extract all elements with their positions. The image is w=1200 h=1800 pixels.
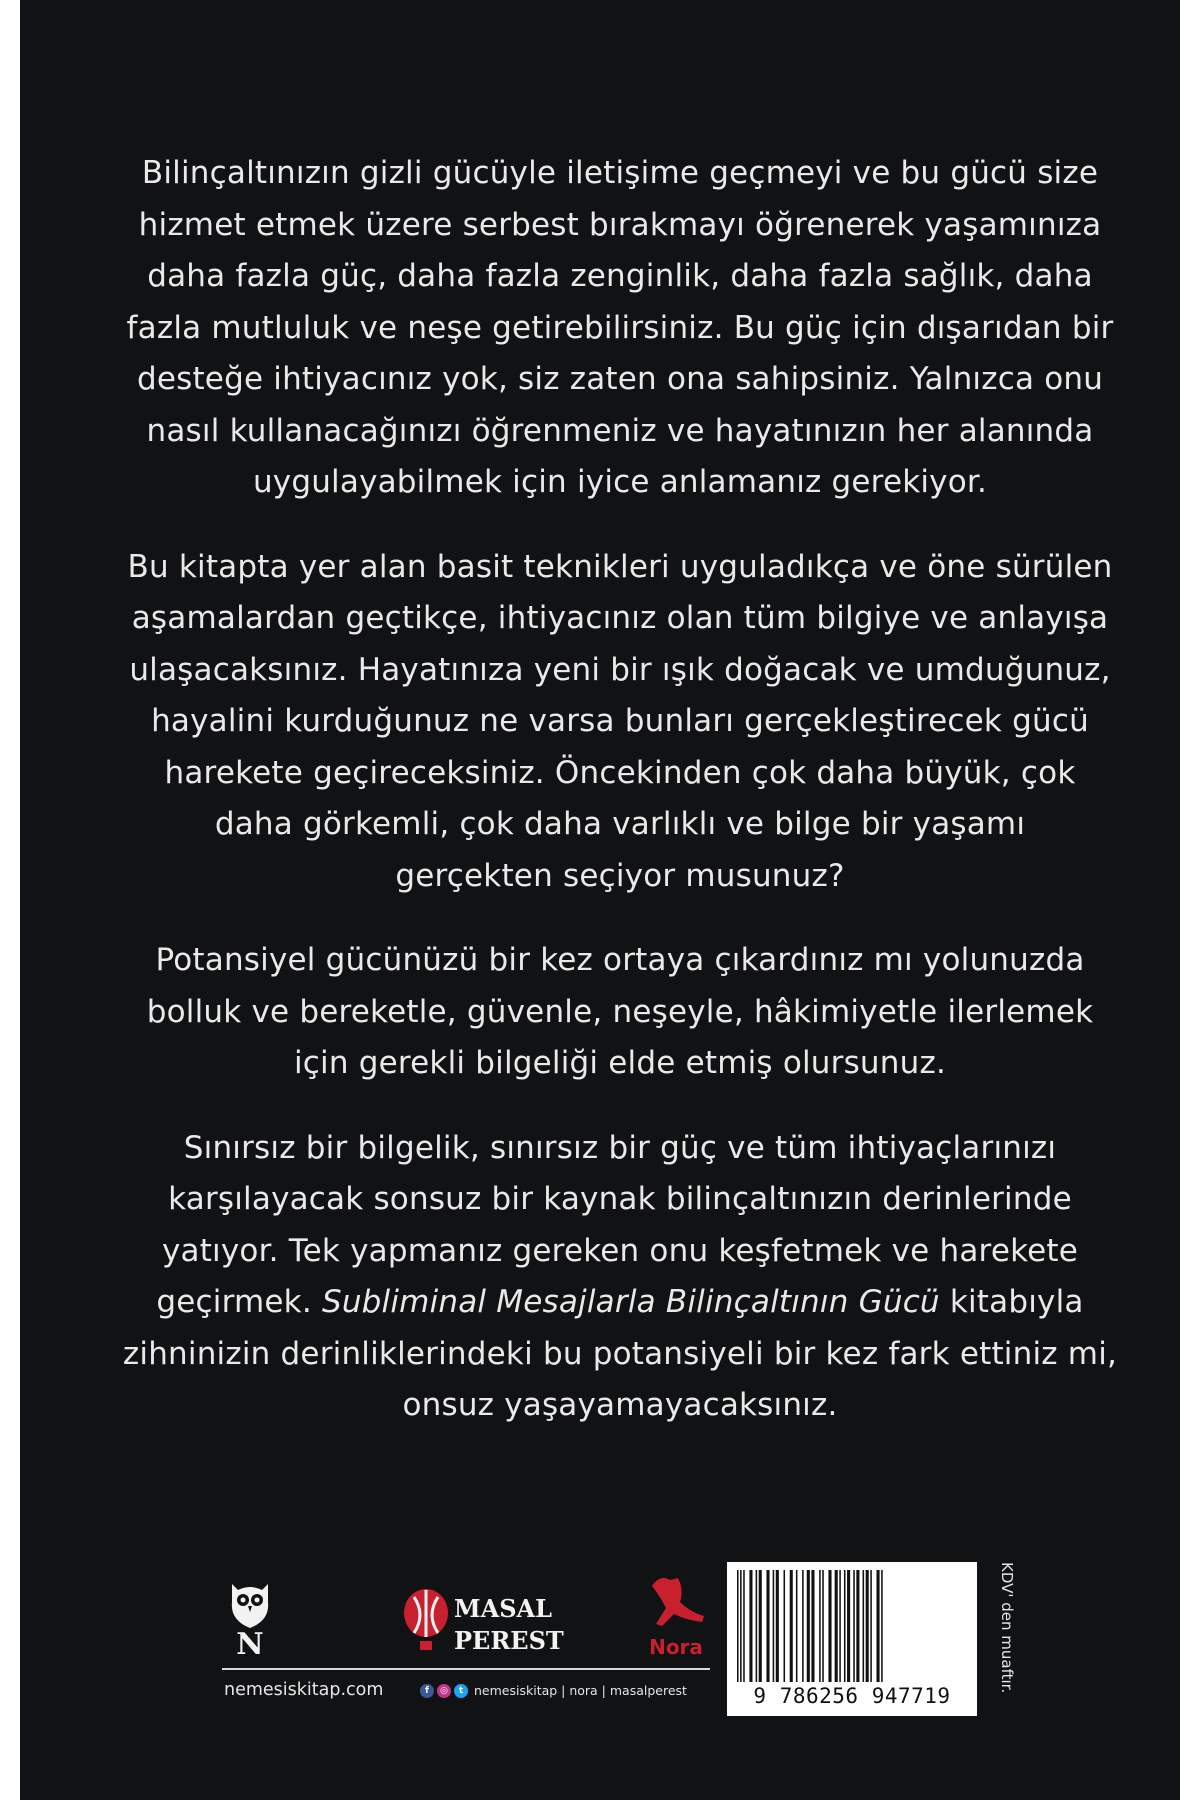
barcode-bar: [740, 1570, 742, 1682]
barcode-bar: [866, 1570, 869, 1682]
barcode-bar: [766, 1570, 769, 1682]
barcode-bar: [759, 1570, 762, 1682]
blurb-line: Bilinçaltınızın gizli gücüyle iletişime geçmeyi ve bu gücü size: [141, 155, 1099, 191]
blurb-line: uygulayabilmek için iyice anlamanız gerekiyor.: [252, 464, 988, 500]
blurb-line: için gerekli bilgeliği elde etmiş olursunuz.: [293, 1045, 947, 1081]
footer-divider: [222, 1668, 710, 1670]
barcode-bar: [856, 1570, 859, 1682]
blurb-line: nasıl kullanacağınızı öğrenmeniz ve hayatınızın her alanında: [146, 412, 1094, 449]
blurb-line: daha görkemli, çok daha varlıklı ve bilge bir yaşamı: [214, 806, 1026, 842]
nemesis-letter: N: [236, 1627, 264, 1662]
barcode-bar: [784, 1570, 786, 1682]
barcode-bar: [743, 1570, 745, 1682]
blurb-line: yatıyor. Tek yapmanız gereken onu keşfetmek ve harekete: [161, 1232, 1079, 1269]
barcode-bar: [776, 1570, 779, 1682]
book-title: Subliminal Mesajlarla Bilinçaltının Gücü: [321, 1284, 940, 1320]
blurb-paragraph-1: [80, 148, 1160, 509]
social-handles: nemesiskitap | nora | masalperest: [474, 1683, 687, 1698]
barcode-bar: [737, 1570, 739, 1682]
nora-text: Nora: [649, 1635, 703, 1659]
isbn-barcode: [727, 1562, 977, 1716]
blurb-line: bolluk ve bereketle, güvenle, neşeyle, hâkimiyetle ilerlemek: [146, 993, 1094, 1030]
twitter-icon: t: [454, 1684, 468, 1698]
barcode-bar: [819, 1570, 821, 1682]
blurb-text: [80, 148, 1160, 1465]
barcode-bar: [853, 1570, 855, 1682]
publisher-website: nemesiskitap.com: [224, 1680, 384, 1700]
barcode-bar: [749, 1570, 752, 1682]
barcode-bar: [822, 1570, 824, 1682]
masal-perest-logo: [400, 1585, 564, 1657]
book-back-cover: [20, 0, 1180, 1800]
barcode-bar: [835, 1570, 838, 1682]
blurb-line: aşamalardan geçtikçe, ihtiyacınız olan tüm bilgiye ve anlayışa: [131, 600, 1109, 636]
barcode-bar: [773, 1570, 775, 1682]
social-links: [420, 1683, 687, 1698]
blurb-line: gerçekten seçiyor musunuz?: [395, 857, 845, 894]
blurb-line: desteğe ihtiyacınız yok, siz zaten ona sahipsiniz. Yalnızca onu: [136, 361, 1104, 397]
blurb-line: karşılayacak sonsuz bir kaynak bilinçaltınızın derinlerinde: [168, 1181, 1072, 1217]
barcode-bars: [733, 1570, 971, 1682]
barcode-bar: [839, 1570, 841, 1682]
barcode-bar: [796, 1570, 798, 1682]
masal-line2: PEREST: [454, 1626, 564, 1655]
barcode-bar: [828, 1570, 831, 1682]
line-suffix: kitabıyla: [939, 1284, 1084, 1320]
blurb-paragraph-4: [80, 1123, 1160, 1432]
barcode-bar: [756, 1570, 758, 1682]
blurb-paragraph-3: [80, 935, 1160, 1090]
nora-dog-logo: [642, 1568, 710, 1660]
blurb-line: zihninizin derinliklerindeki bu potansiyeli bir kez fark ettiniz mi,: [122, 1335, 1118, 1372]
facebook-icon: f: [420, 1684, 434, 1698]
blurb-paragraph-2: [80, 542, 1160, 903]
barcode-bar: [844, 1570, 846, 1682]
blurb-line: onsuz yaşayamayacaksınız.: [402, 1387, 838, 1423]
barcode-bar: [807, 1570, 810, 1682]
blurb-line: [80, 1277, 1160, 1329]
barcode-bar: [802, 1570, 804, 1682]
line-prefix: geçirmek.: [156, 1284, 322, 1320]
barcode-bar: [881, 1570, 883, 1682]
barcode-bar: [863, 1570, 865, 1682]
blurb-line: hayalini kurduğunuz ne varsa bunları gerçekleştirecek gücü: [151, 703, 1089, 739]
blurb-line: hizmet etmek üzere serbest bırakmayı öğrenerek yaşamınıza: [138, 206, 1102, 243]
blurb-line: daha fazla güç, daha fazla zenginlik, daha fazla sağlık, daha: [147, 258, 1093, 294]
masal-line1: MASAL: [454, 1594, 553, 1623]
blurb-line: ulaşacaksınız. Hayatınıza yeni bir ışık doğacak ve umduğunuz,: [129, 651, 1111, 688]
nemesis-owl-logo: [224, 1576, 276, 1662]
blurb-line: Potansiyel gücünüzü bir kez ortaya çıkardınız mı yolunuzda: [155, 942, 1085, 978]
blurb-line: Bu kitapta yer alan basit teknikleri uyguladıkça ve öne sürülen: [127, 548, 1113, 585]
blurb-line: harekete geçireceksiniz. Öncekinden çok daha büyük, çok: [164, 754, 1076, 791]
barcode-bar: [847, 1570, 850, 1682]
barcode-bar: [790, 1570, 793, 1682]
barcode-bar: [877, 1570, 880, 1682]
blurb-line: fazla mutluluk ve neşe getirebilirsiniz. Bu güç için dışarıdan bir: [126, 309, 1114, 346]
vat-note: KDV' den muaftır.: [998, 1562, 1016, 1694]
blurb-line: Sınırsız bir bilgelik, sınırsız bir güç ve tüm ihtiyaçlarınızı: [183, 1129, 1057, 1166]
barcode-bar: [811, 1570, 814, 1682]
isbn-number: 9 786256 947719: [753, 1684, 951, 1708]
barcode-bar: [870, 1570, 872, 1682]
instagram-icon: ◎: [437, 1684, 451, 1698]
